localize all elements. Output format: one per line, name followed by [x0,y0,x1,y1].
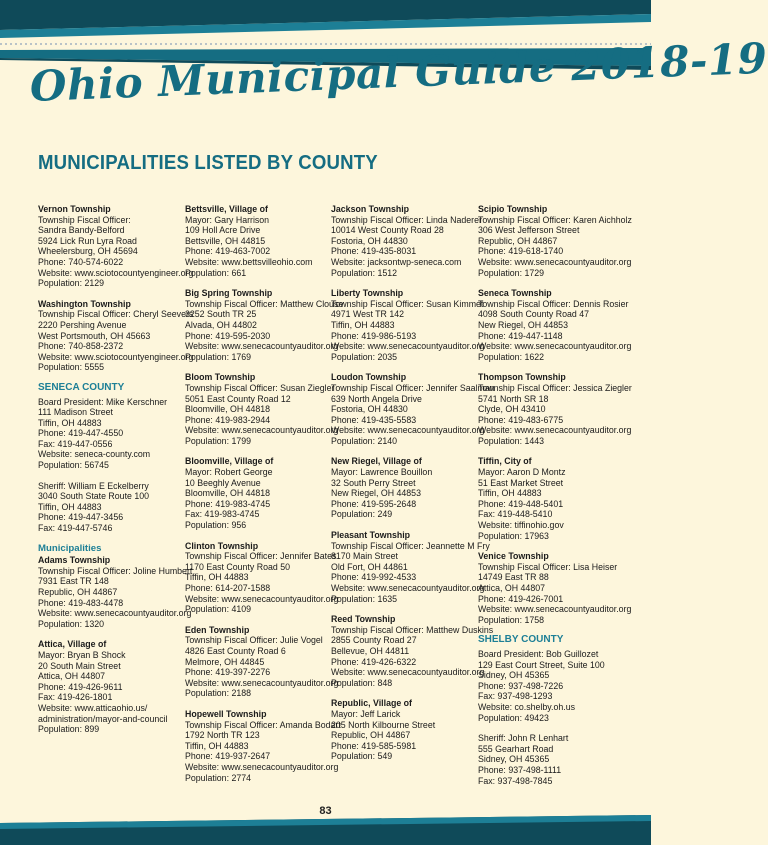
entry-line: Website: www.sciotocountyengineer.org [38,351,194,362]
entry-line: Population: 1729 [478,267,545,278]
entry-line: 32 South Perry Street [331,477,416,488]
entry-line: Phone: 419-483-4478 [38,597,124,608]
entry-line: Township Fiscal Officer: [38,214,131,225]
directory-entry [478,372,632,446]
entry-line: Republic, OH 44867 [331,730,411,741]
entry-name: Adams Township [38,555,111,566]
entry-line: Board President: Mike Kerschner [38,396,168,407]
entry-line: Sheriff: William E Eckelberry [38,480,149,491]
entry-line: Mayor: Jeff Larick [331,708,401,719]
entry-line: Phone: 740-574-6022 [38,256,124,267]
entry-line: Fostoria, OH 44830 [331,404,408,415]
entry-line: Phone: 419-595-2648 [331,498,417,509]
entry-line: Website: www.senecacountyauditor.org [478,256,632,267]
directory-entry [38,204,194,289]
entry-line: Website: www.senecacountyauditor.org [478,341,632,352]
entry-line: Township Fiscal Officer: Susan Kimmet [331,298,484,309]
entry-name: Bettsville, Village of [185,204,268,214]
entry-line: Population: 2129 [38,278,105,289]
entry-name: Big Spring Township [185,288,273,299]
entry-line: Population: 899 [38,724,100,735]
entry-line: New Riegel, OH 44853 [331,488,421,499]
entry-line: Township Fiscal Officer: Lisa Heiser [478,561,618,572]
entry-line: 2855 County Road 27 [331,635,417,646]
entry-name: Loudon Township [331,372,407,383]
entry-line: 20 South Main Street [38,660,121,671]
entry-line: Wheelersburg, OH 45694 [38,246,138,257]
entry-line: Township Fiscal Officer: Jennifer Saalman [331,382,495,393]
entry-line: Mayor: Bryan B Shock [38,649,126,660]
entry-line: Township Fiscal Officer: Susan Ziegler [185,382,335,393]
entry-line: Population: 1799 [185,435,252,446]
entry-line: Population: 2140 [331,435,398,446]
entry-line: 129 East Court Street, Suite 100 [478,659,605,670]
entry-line: 10014 West County Road 28 [331,225,444,236]
entry-line: Website: www.senecacountyauditor.org [185,341,339,352]
entry-line: Mayor: Lawrence Bouillon [331,467,433,478]
entry-line: Bettsville, OH 44815 [185,235,266,246]
entry-line: Population: 848 [331,677,393,688]
entry-line: Phone: 937-498-1111 [478,764,562,775]
entry-line: Website: www.atticaohio.us/ [38,702,148,713]
entry-line: Population: 1512 [331,267,398,278]
directory-entry [331,614,494,688]
entry-line: Sidney, OH 45365 [478,754,550,765]
entry-line: Old Fort, OH 44861 [331,561,408,572]
entry-line: Phone: 419-992-4533 [331,572,417,583]
entry-line: 5924 Lick Run Lyra Road [38,235,137,246]
entry-line: Township Fiscal Officer: Cheryl Seevers [38,309,194,320]
entry-line: Website: www.senecacountyauditor.org [331,341,485,352]
entry-line: 4971 West TR 142 [331,309,405,320]
entry-line: Township Fiscal Officer: Matthew Duskins [331,624,494,635]
directory-column-3 [331,204,495,772]
entry-line: Fax: 419-426-1801 [38,692,113,703]
entry-line: 1792 North TR 123 [185,730,260,741]
directory-entry [331,530,490,604]
directory-entry [185,540,339,615]
directory-entry [185,456,333,530]
page-number: 83 [319,805,332,817]
entry-line: Township Fiscal Officer: Joline Humbert [38,565,193,576]
directory-entry [185,708,341,783]
entry-line: Phone: 419-585-5981 [331,740,417,751]
entry-line: Fax: 419-983-4745 [185,509,260,520]
county-heading: SHELBY COUNTY [478,634,564,646]
directory-entry [478,551,632,625]
entry-line: Fax: 937-498-1293 [478,691,553,702]
entry-line: Website: www.senecacountyauditor.org [331,667,485,678]
entry-line: Population: 1635 [331,593,398,604]
entry-line: Population: 17963 [478,530,549,541]
entry-line: Phone: 419-447-1148 [478,330,563,341]
entry-line: Population: 1443 [478,435,545,446]
entry-line: 2220 Pershing Avenue [38,319,127,330]
entry-line: Fax: 419-448-5410 [478,509,553,520]
entry-line: Alvada, OH 44802 [185,319,257,330]
entry-line: 109 Holl Acre Drive [185,225,261,236]
entry-line: 4098 South County Road 47 [478,309,590,320]
entry-line: Population: 661 [185,267,247,278]
entry-name: Clinton Township [185,540,259,551]
entry-line: Republic, OH 44867 [478,235,558,246]
entry-line: Population: 4109 [185,604,252,615]
directory-entry [38,555,193,629]
entry-name: Venice Township [478,551,549,562]
entry-line: Republic, OH 44867 [38,587,118,597]
entry-line: Fostoria, OH 44830 [331,235,408,246]
entry-line: Website: seneca-county.com [38,449,151,460]
entry-line: 4826 East County Road 6 [185,645,286,656]
directory-column-1 [38,204,194,745]
county-heading: SENECA COUNTY [38,381,125,393]
directory-entry [331,204,482,278]
entry-line: 10 Beeghly Avenue [185,477,261,488]
directory-entry [478,456,626,541]
directory-column-4 [478,204,632,796]
subsection-heading: Municipalities [38,542,102,554]
directory-entry [331,456,479,520]
entry-line: Sandra Bandy-Belford [38,225,125,236]
entry-line: Tiffin, OH 44883 [478,488,542,499]
entry-line: Phone: 419-618-1740 [478,246,564,257]
directory-entry [185,204,333,278]
entry-line: Phone: 937-498-7226 [478,680,564,691]
directory-entry [478,733,626,786]
entry-line: Website: www.senecacountyauditor.org [185,761,339,772]
entry-line: 111 Madison Street [38,407,113,418]
directory-entry [478,288,632,362]
entry-line: 555 Gearhart Road [478,743,554,754]
entry-line: 3040 South State Route 100 [38,491,150,502]
entry-line: Population: 549 [331,751,393,762]
entry-name: Attica, Village of [38,639,107,650]
entry-name: Bloomville, Village of [185,456,274,467]
entry-line: Population: 1758 [478,614,545,625]
directory-entry [478,204,632,278]
guide-title: Ohio Municipal Guide 2018-19 [29,33,768,111]
entry-name: Reed Township [331,614,396,625]
entry-line: Phone: 419-426-9611 [38,681,123,692]
entry-line: Website: www.senecacountyauditor.org [185,425,339,436]
entry-line: Population: 956 [185,520,247,531]
directory-entry [38,639,186,734]
directory-entry [331,288,485,362]
directory-entry [478,649,626,723]
entry-name: Liberty Township [331,288,404,299]
entry-line: Phone: 419-426-7001 [478,593,564,604]
entry-line: Township Fiscal Officer: Jessica Ziegler [478,382,632,393]
entry-line: Fax: 419-447-0556 [38,438,113,449]
entry-line: Township Fiscal Officer: Karen Aichholz [478,214,632,225]
entry-line: Attica, OH 44807 [478,583,545,593]
entry-line: Township Fiscal Officer: Dennis Rosier [478,298,629,309]
entry-line: Mayor: Robert George [185,467,273,478]
directory-entry [38,298,194,373]
entry-line: 205 North Kilbourne Street [331,719,436,730]
directory-entry [38,397,186,471]
entry-line: Township Fiscal Officer: Linda Naderer [331,214,482,225]
entry-line: 306 West Jefferson Street [478,225,580,236]
directory-entry [185,372,339,446]
section-title: MUNICIPALITIES LISTED BY COUNTY [38,152,378,174]
entry-line: Mayor: Aaron D Montz [478,467,566,478]
entry-name: Seneca Township [478,288,552,299]
entry-line: Sidney, OH 45365 [478,670,550,681]
entry-line: 14749 East TR 88 [478,572,549,583]
entry-line: Population: 5555 [38,362,105,373]
entry-line: Phone: 419-595-2030 [185,330,271,341]
entry-line: Bloomville, OH 44818 [185,404,271,415]
entry-line: 5051 East County Road 12 [185,393,291,404]
entry-name: Bloom Township [185,372,256,383]
entry-name: Eden Township [185,624,250,635]
entry-line: Website: www.senecacountyauditor.org [185,593,339,604]
entry-line: Phone: 419-397-2276 [185,667,271,678]
entry-line: Website: www.senecacountyauditor.org [331,425,485,436]
entry-line: Tiffin, OH 44883 [331,319,395,330]
entry-line: 639 North Angela Drive [331,393,422,404]
entry-name: Vernon Township [38,204,111,214]
directory-entry [331,372,495,446]
entry-line: Population: 2035 [331,351,398,362]
entry-line: Website: www.senecacountyauditor.org [478,604,632,615]
entry-line: Phone: 419-426-6322 [331,656,417,667]
entry-line: Website: jacksontwp-seneca.com [331,256,462,267]
entry-line: Phone: 419-447-3456 [38,512,124,523]
entry-line: Township Fiscal Officer: Jeannette M Fry [331,540,490,551]
entry-line: Phone: 614-207-1588 [185,583,271,593]
entry-line: Phone: 419-937-2647 [185,751,271,762]
entry-name: Scipio Township [478,204,548,214]
entry-line: Tiffin, OH 44883 [38,501,102,512]
entry-line: Phone: 419-983-4745 [185,498,271,509]
directory-entry [185,624,339,699]
entry-name: Pleasant Township [331,530,411,541]
entry-line: 8170 Main Street [331,551,398,562]
entry-line: Township Fiscal Officer: Matthew Clouse [185,298,344,309]
directory-entry [185,288,344,362]
entry-line: Mayor: Gary Harrison [185,214,270,225]
entry-line: Fax: 419-447-5746 [38,523,113,534]
entry-line: Population: 1320 [38,618,105,629]
entry-name: New Riegel, Village of [331,456,422,467]
entry-line: 51 East Market Street [478,477,564,488]
directory-entry [331,698,479,762]
entry-name: Thompson Township [478,372,566,383]
entry-name: Tiffin, City of [478,456,532,467]
entry-line: Phone: 419-483-6775 [478,414,564,425]
entry-line: Bellevue, OH 44811 [331,645,410,656]
entry-line: Phone: 419-447-4550 [38,428,124,439]
entry-line: Phone: 419-463-7002 [185,246,271,257]
entry-line: Population: 56745 [38,460,109,471]
entry-line: Population: 1769 [185,351,252,362]
entry-line: Website: www.sciotocountyengineer.org [38,267,194,278]
entry-line: Website: www.bettsvilleohio.com [185,256,313,267]
directory-entry [38,481,186,534]
entry-line: administration/mayor-and-council [38,713,168,724]
directory-column-2 [185,204,344,793]
entry-line: Phone: 419-435-8031 [331,246,417,257]
entry-line: Population: 49423 [478,712,549,723]
entry-line: 1170 East County Road 50 [185,561,290,572]
entry-line: Clyde, OH 43410 [478,404,546,415]
entry-line: Fax: 937-498-7845 [478,775,553,786]
entry-line: Tiffin, OH 44883 [185,572,249,583]
entry-line: Board President: Bob Guillozet [478,648,599,659]
entry-line: Population: 1622 [478,351,545,362]
entry-line: Website: tiffinohio.gov [478,520,564,531]
entry-line: Tiffin, OH 44883 [185,740,249,751]
entry-line: 7931 East TR 148 [38,576,109,587]
entry-line: Website: www.senecacountyauditor.org [38,608,192,619]
entry-line: Phone: 419-448-5401 [478,498,564,509]
entry-line: Attica, OH 44807 [38,671,105,682]
entry-name: Hopewell Township [185,708,267,719]
entry-line: Township Fiscal Officer: Julie Vogel [185,635,323,646]
entry-line: Tiffin, OH 44883 [38,417,102,428]
entry-name: Republic, Village of [331,698,412,709]
entry-line: Phone: 419-986-5193 [331,330,417,341]
entry-line: Website: co.shelby.oh.us [478,701,575,712]
entry-name: Jackson Township [331,204,410,214]
entry-line: Population: 2188 [185,688,252,699]
entry-line: Sheriff: John R Lenhart [478,733,569,744]
entry-line: Phone: 419-435-5583 [331,414,417,425]
entry-line: 3252 South TR 25 [185,309,257,320]
entry-line: Website: www.senecacountyauditor.org [331,583,485,593]
entry-line: Website: www.senecacountyauditor.org [478,425,632,436]
entry-name: Washington Township [38,298,131,309]
entry-line: Population: 249 [331,509,393,520]
entry-line: Phone: 419-983-2944 [185,414,271,425]
entry-line: West Portsmouth, OH 45663 [38,330,151,341]
entry-line: Website: www.senecacountyauditor.org [185,677,339,688]
entry-line: Melmore, OH 44845 [185,656,265,667]
entry-line: Phone: 740-858-2372 [38,341,124,352]
entry-line: 5741 North SR 18 [478,393,549,404]
entry-line: Population: 2774 [185,772,252,783]
bottom-decorative-banner [0,815,651,845]
entry-line: Township Fiscal Officer: Amanda Bodart [185,719,341,730]
entry-line: Bloomville, OH 44818 [185,488,271,499]
entry-line: Township Fiscal Officer: Jennifer Bates [185,551,337,562]
entry-line: New Riegel, OH 44853 [478,319,568,330]
